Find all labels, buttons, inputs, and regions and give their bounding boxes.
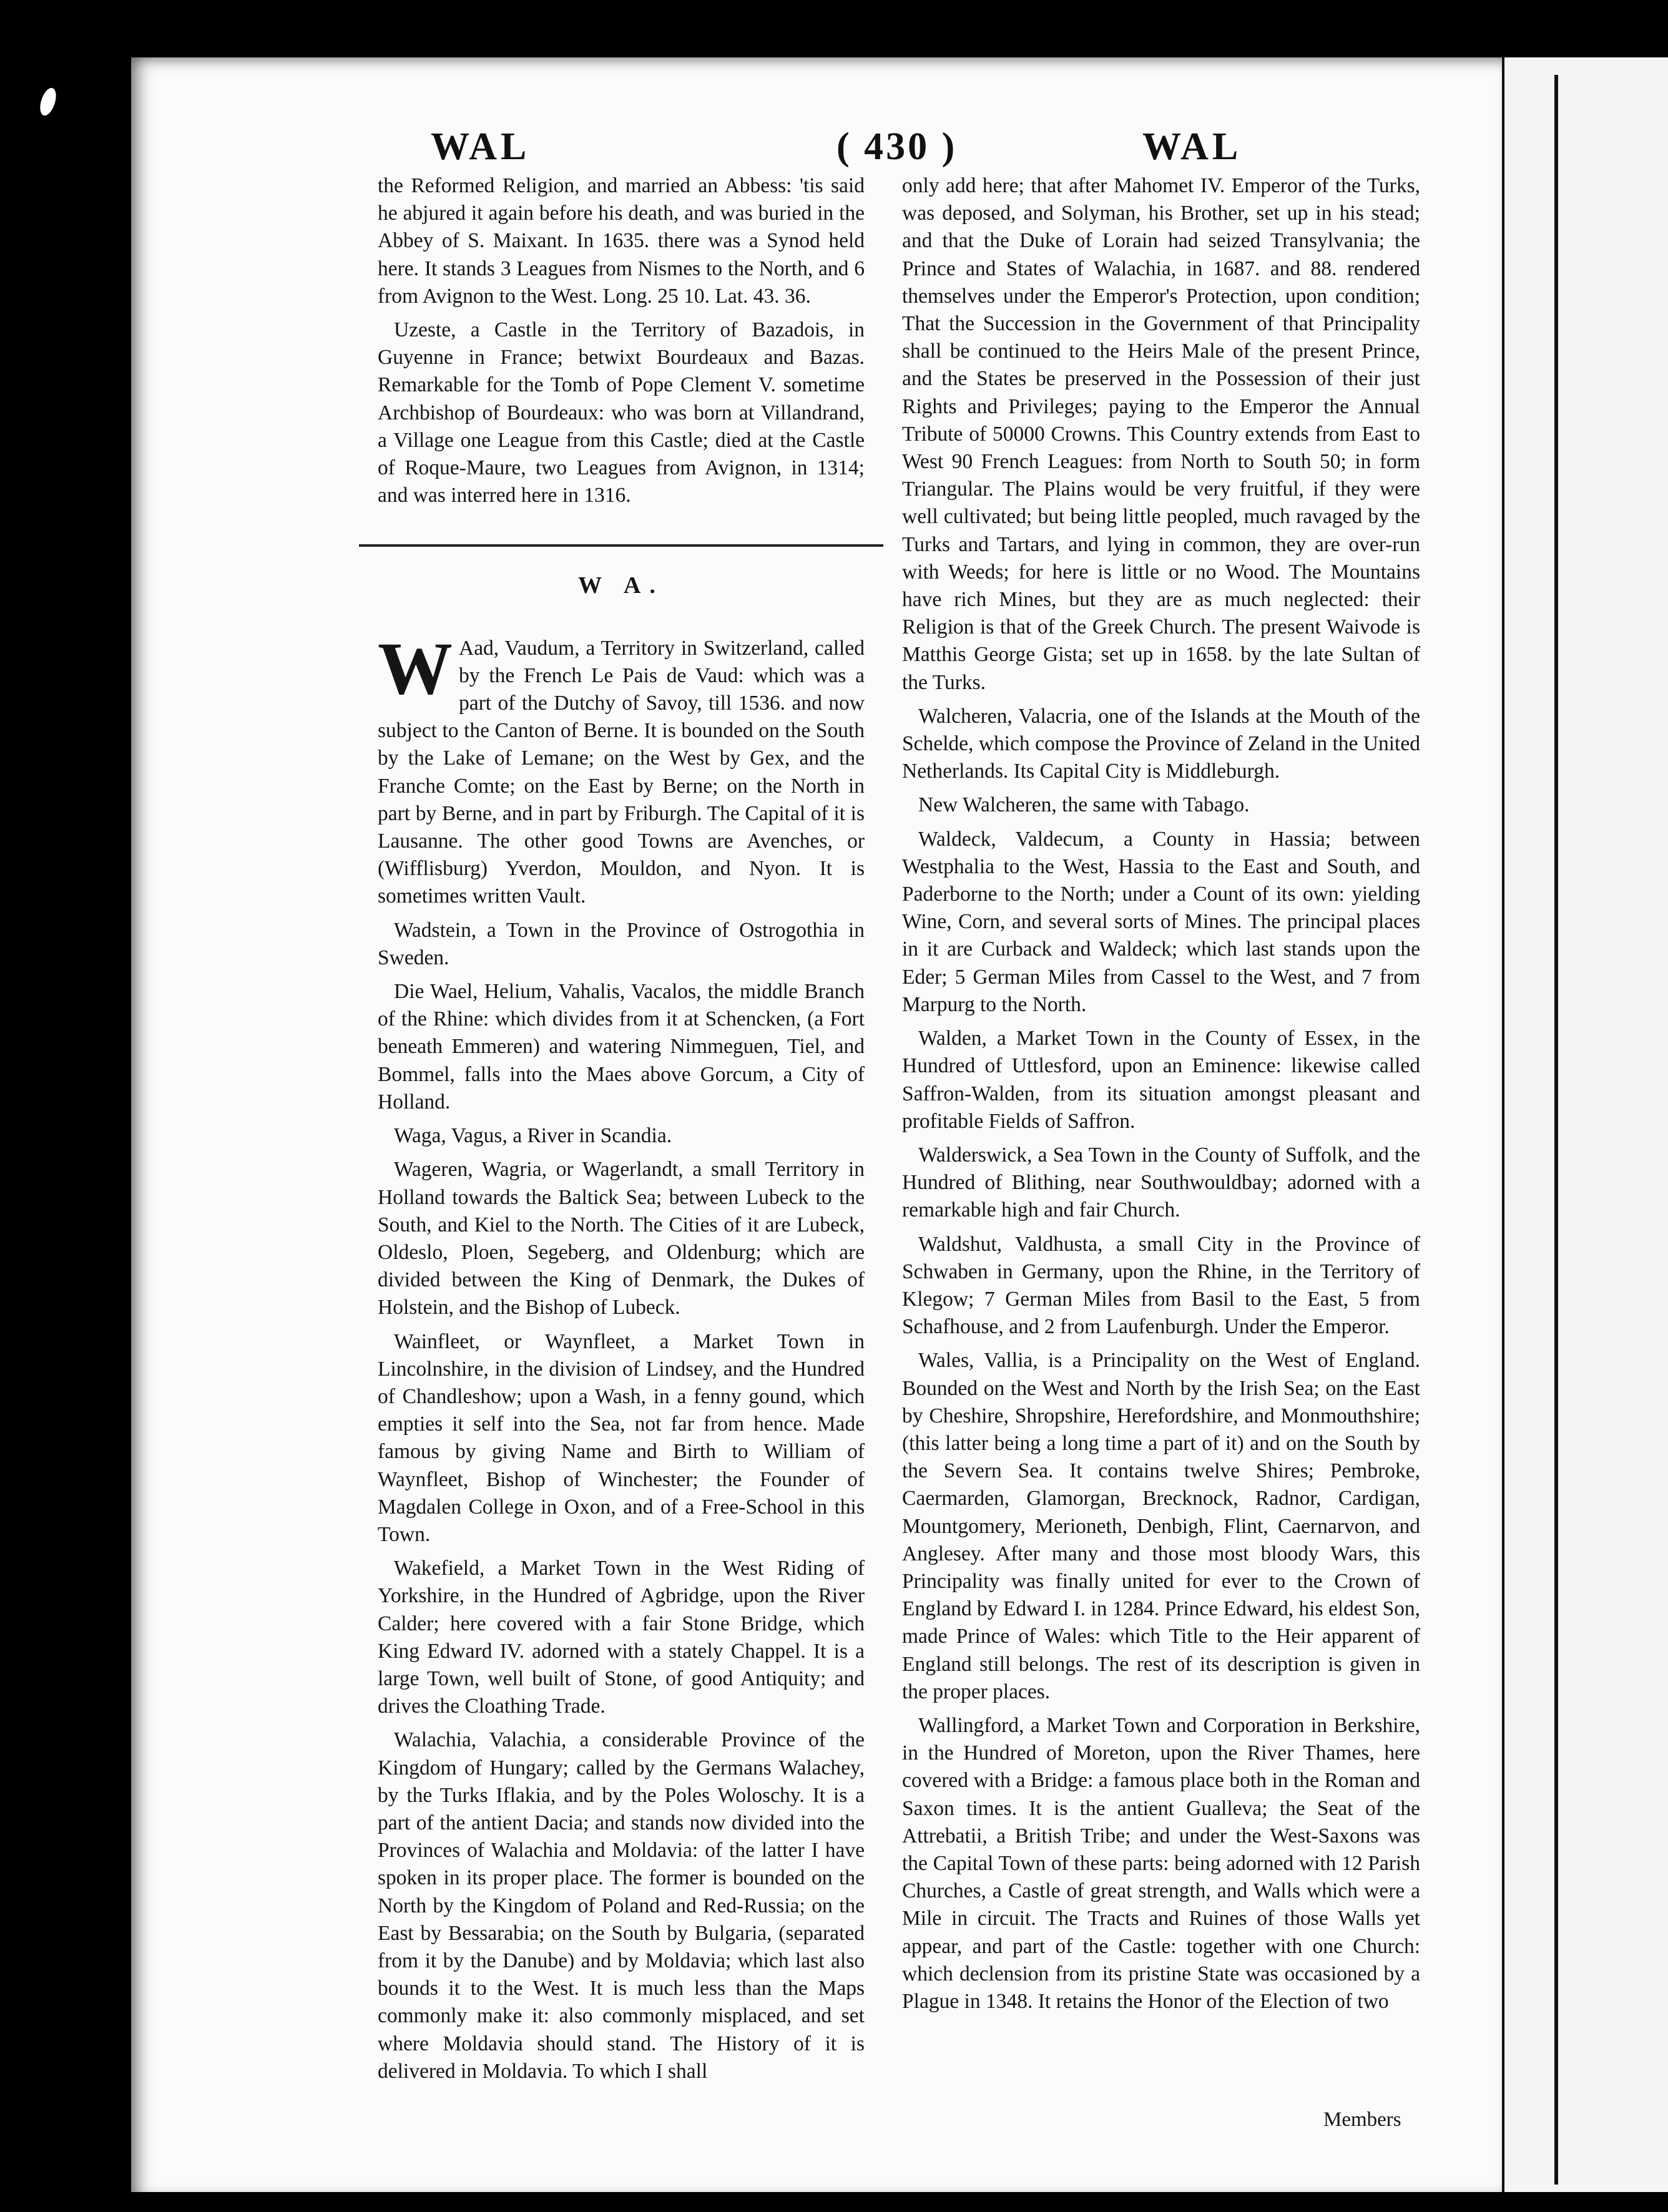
entry-wainfleet: Wainfleet, or Waynfleet, a Market Town in Lincolnshire, in the division of Lindsey, and the Hundred of Chandleshow; upon a Wash, in a fenny gound, which empties it self into the Sea, not far from hence. Made famous by giving Name and Birth to William of Waynfleet, Bishop of Winchester; the Founder of Magdalen College in Oxon, and of a Free-School in this Town. [378,1329,865,1546]
entry-waldeck: Waldeck, Valdecum, a County in Hassia; between Westphalia to the West, Hassia to the East and South, and Paderborne to the North; under a Count of its own: yielding Wine, Corn, and several sorts of Mines. The principal places in it are Curback and Waldeck; which last stands upon the Eder; 5 German Miles from Cassel to the West, and 7 from Marpurg to the North. [902,827,1420,1016]
header-left: WAL [431,125,531,168]
entry-walderswick: Walderswick, a Sea Town in the County of Suffolk, and the Hundred of Blithing, near Southwouldbay; adorned with a remarkable high and fair Church. [902,1143,1420,1222]
entry-wales: Wales, Vallia, is a Principality on the West of England. Bounded on the West and North by the Irish Sea; on the East by Cheshire, Shropshire, Herefordshire, and Monmouthshire; (this latter being a long time a part of it) and on the South by the Severn Sea. It contains twelve Shires; Pembroke, Caermarden, Glamorgan, Brecknock, Radnor, Cardigan, Mountgomery, Merioneth, Denbigh, Flint, Caernarvon, and Anglesey. After many and those most bloody Wars, this Principality was finally united for ever to the Crown of England by Edward I. in 1284. Prince Edward, his eldest Son, made Prince of Wales: which Title to the Heir apparent of England still belongs. The rest of its description is given in the proper places. [902,1349,1420,1703]
entry-uzeste: Uzeste, a Castle in the Territory of Bazadois, in Guyenne in France; betwixt Bourdeaux and Bazas. Remarkable for the Tomb of Pope Clement V. sometime Archbishop of Bourdeaux: who was born at Villandrand, a Village one League from this Castle; died at the Castle of Roque-Maure, two Leagues from Avignon, in 1314; and was interred here in 1316. [378,318,865,507]
entry-waad-text: Aad, Vaudum, a Territory in Switzerland, called by the French Le Pais de Vaud: which was a part of the Dutchy of Savoy, till 1536. and now subject to the Canton of Berne. It is bounded on the South by the Lake of Lemane; on the West by Gex, and the Franche Comte; on the East by Berne; on the North in part by Berne, and in part by Friburgh. The Capital of it is Lausanne. The other good Towns are Avenches, or (Wifflisburg) Yverdon, Mouldon, and Nyon. It is sometimes written Vault. [378,636,865,908]
entry-wallingford: Wallingford, a Market Town and Corporation in Berkshire, in the Hundred of Moreton, upon the River Thames, here covered with a Bridge: a famous place both in the Roman and Saxon times. It is the antient Gualleva; the Seat of the Attrebatii, a British Tribe; and under the West-Saxons was the Capital Town of these parts: being adorned with 12 Parish Churches, a Castle of great strength, and Walls which were a Mile in circuit. The Tracts and Ruines of those Walls yet appear, and part of the Castle: together with one Church: which declension from its pristine State was occasioned by a Plague in 1348. It retains the Honor of the Election of two [902,1713,1420,2013]
entry-waad [378,626,865,911]
page-number: ( 430 ) [836,125,958,168]
entry-walachia-continued: only add here; that after Mahomet IV. Emperor of the Turks, was deposed, and Solyman, his Brother, set up in his stead; and that the Duke of Lorain had seized Transylvania; the Prince and States of Walachia, in 1687. and 88. rendered themselves under the Emperor's Protection, upon condition; That the Succession in the Government of that Principality shall be continued to the Heirs Male of the present Prince, and the States be preserved in the Possession of their just Rights and Privileges; paying to the Emperor the Annual Tribute of 50000 Crowns. This Country extends from East to West 90 French Leagues: from North to South 50; in form Triangular. The Plains would be very fruitful, if they were well cultivated; but being little peopled, much ravaged by the Turks and Tartars, and lying in common, they are over-run with Weeds; for here is little or no Wood. The Mountains have rich Mines, but they are as much neglected: their Religion is that of the Greek Church. The present Waivode is Matthis George Gista; set up in 1658. by the late Sultan of the Turks. [902,174,1420,694]
page-edge [1502,57,1668,2192]
entry-waga: Waga, Vagus, a River in Scandia. [394,1124,672,1148]
section-heading: W A. [578,572,664,599]
section-rule [359,544,883,547]
running-header [0,125,1668,175]
entry-walcheren: Walcheren, Valacria, one of the Islands at the Mouth of the Schelde, which compose the Province of Zeland in the United Netherlands. Its Capital City is Middleburgh. [902,704,1420,783]
left-column [378,172,865,2092]
scan-speck [37,86,59,118]
entry-walden: Walden, a Market Town in the County of Essex, in the Hundred of Uttlesford, upon an Eminence: likewise called Saffron-Walden, from its situation amongst pleasant and profitable Fields of Saffron. [902,1027,1420,1133]
header-right: WAL [1142,125,1242,168]
binding-line [1554,75,1558,2185]
entry-new-walcheren: New Walcheren, the same with Tabago. [918,793,1250,817]
entry-waldshut: Waldshut, Valdhusta, a small City in the Province of Schwaben in Germany, upon the Rhine, in the Territory of Klegow; 7 German Miles from Basil to the East, 5 from Schafhouse, and 2 from Laufenburgh. Under the Emperor. [902,1232,1420,1339]
catchword: Members [1323,2108,1401,2131]
entry-continuation: the Reformed Religion, and married an Abbess: 'tis said he abjured it again before his death, and was buried in the Abbey of S. Maixant. In 1635. there was a Synod held here. It stands 3 Leagues from Nismes to the North, and 6 from Avignon to the West. Long. 25 10. Lat. 43. 36. [378,174,865,308]
entry-wakefield: Wakefield, a Market Town in the West Riding of Yorkshire, in the Hundred of Agbridge, upon the River Calder; here covered with a fair Stone Bridge, which King Edward IV. adorned with a stately Chappel. It is a large Town, well built of Stone, of good Antiquity; and drives the Cloathing Trade. [378,1557,865,1718]
drop-cap: W [378,626,453,710]
right-column [902,172,1420,2022]
entry-wadstein: Wadstein, a Town in the Province of Ostrogothia in Sweden. [378,918,865,969]
entry-walachia: Walachia, Valachia, a considerable Province of the Kingdom of Hungary; called by the Germans Walachey, by the Turks Iflakia, and by the Poles Woloschy. It is a part of the antient Dacia; and stands now divided into the Provinces of Walachia and Moldavia: of the latter I have spoken in its proper place. The former is bounded on the North by the Kingdom of Poland and Red-Russia; on the East by Bessarabia; on the South by Bulgaria, (separated from it by the Danube) and by Moldavia; which last also bounds it to the West. It is much less than the Maps commonly make it: also commonly misplaced, and set where Moldavia should stand. The History of it is delivered in Moldavia. To which I shall [378,1728,865,2083]
entry-wageren: Wageren, Wagria, or Wagerlandt, a small Territory in Holland towards the Baltick Sea; between Lubeck to the South, and Kiel to the North. The Cities of it are Lubeck, Oldeslo, Ploen, Segeberg, and Oldenburg; which are divided between the King of Denmark, the Dukes of Holstein, and the Bishop of Lubeck. [378,1158,865,1319]
entry-wael: Die Wael, Helium, Vahalis, Vacalos, the middle Branch of the Rhine: which divides from it at Schencken, (a Fort beneath Emmeren) and watering Nimmeguen, Tiel, and Bommel, falls into the Maes above Gorcum, a City of Holland. [378,980,865,1113]
